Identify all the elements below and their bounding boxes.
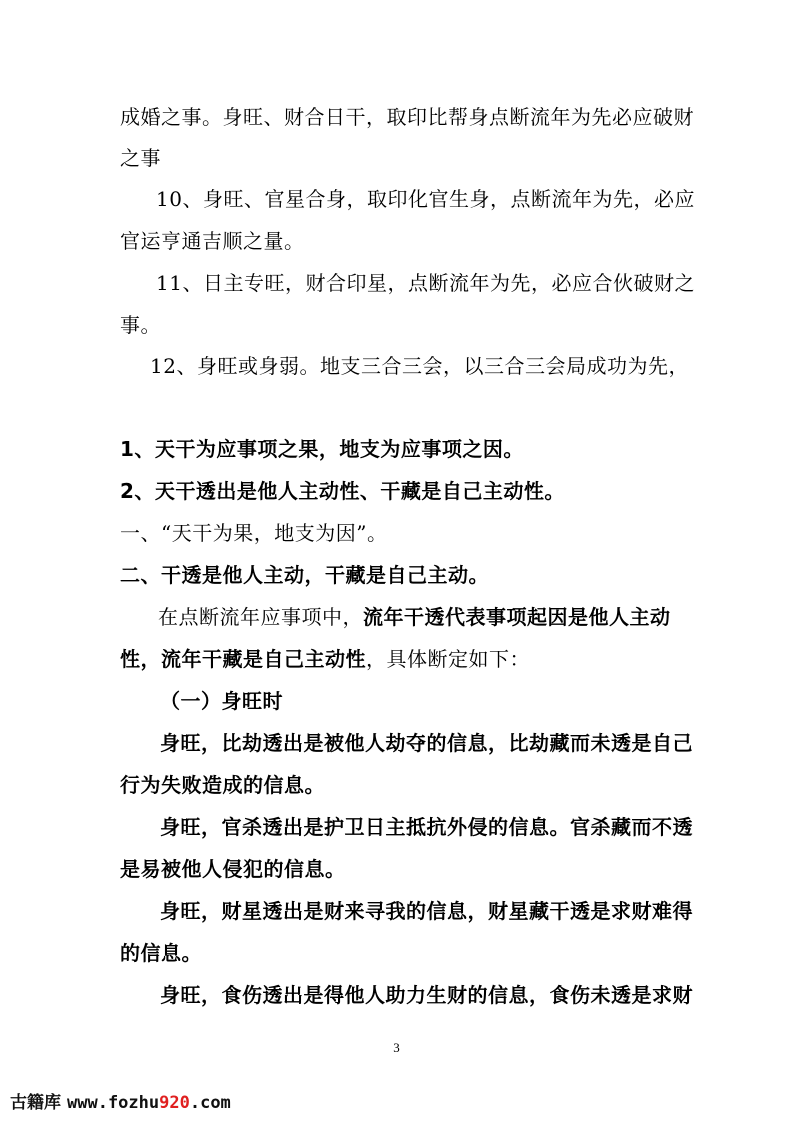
footer-url-number: 920 — [159, 1093, 190, 1113]
line-12-bold: 流年干透代表事项起因是他人主动 — [363, 605, 671, 629]
line-8 — [120, 437, 524, 461]
line-13-bold: 性，流年干藏是自己主动性 — [120, 647, 366, 671]
line-13-normal: ，具体断定如下： — [366, 647, 530, 671]
footer-url[interactable] — [67, 1093, 231, 1113]
footer-site-name: 古籍库 — [10, 1093, 61, 1113]
footer-url-prefix: www.fozhu — [67, 1093, 160, 1113]
line-9 — [120, 479, 565, 503]
line-1: 成婚之事。身旺、财合日干，取印比帮身点断流年为先必应破财 — [120, 105, 694, 129]
section-heading: （一）身旺时 — [160, 689, 283, 713]
page-number: 3 — [393, 1040, 400, 1055]
line-15: 身旺，比劫透出是被他人劫夺的信息，比劫藏而未透是自己 — [160, 731, 693, 755]
line-19: 身旺，财星透出是财来寻我的信息，财星藏干透是求财难得 — [160, 899, 693, 923]
line-4: 官运亨通吉顺之量。 — [120, 229, 305, 253]
line-3: 10、身旺、官星合身，取印化官生身，点断流年为先，必应 — [156, 187, 695, 211]
line-10: 一、“天干为果，地支为因”。 — [120, 521, 388, 545]
footer-url-suffix: .com — [189, 1093, 231, 1113]
line-7: 12、身旺或身弱。地支三合三会，以三合三会局成功为先， — [150, 354, 689, 378]
line-13 — [120, 647, 530, 671]
line-8-text: 1、天干为应事项之果，地支为应事项之因。 — [120, 437, 524, 461]
line-5: 11、日主专旺，财合印星，点断流年为先，必应合伙破财之 — [156, 271, 695, 295]
line-9-text: 2、天干透出是他人主动性、干藏是自己主动性。 — [120, 479, 565, 503]
line-6: 事。 — [120, 313, 161, 337]
line-12-normal: 在点断流年应事项中， — [158, 605, 363, 629]
line-20: 的信息。 — [120, 941, 202, 965]
line-2: 之事 — [120, 146, 161, 170]
line-17: 身旺，官杀透出是护卫日主抵抗外侵的信息。官杀藏而不透 — [160, 815, 693, 839]
line-12 — [158, 605, 671, 629]
line-21: 身旺，食伤透出是得他人助力生财的信息，食伤未透是求财 — [160, 983, 693, 1007]
line-16: 行为失败造成的信息。 — [120, 773, 325, 797]
line-11: 二、干透是他人主动，干藏是自己主动。 — [120, 563, 489, 587]
line-18: 是易被他人侵犯的信息。 — [120, 857, 346, 881]
footer-watermark — [10, 1088, 231, 1114]
